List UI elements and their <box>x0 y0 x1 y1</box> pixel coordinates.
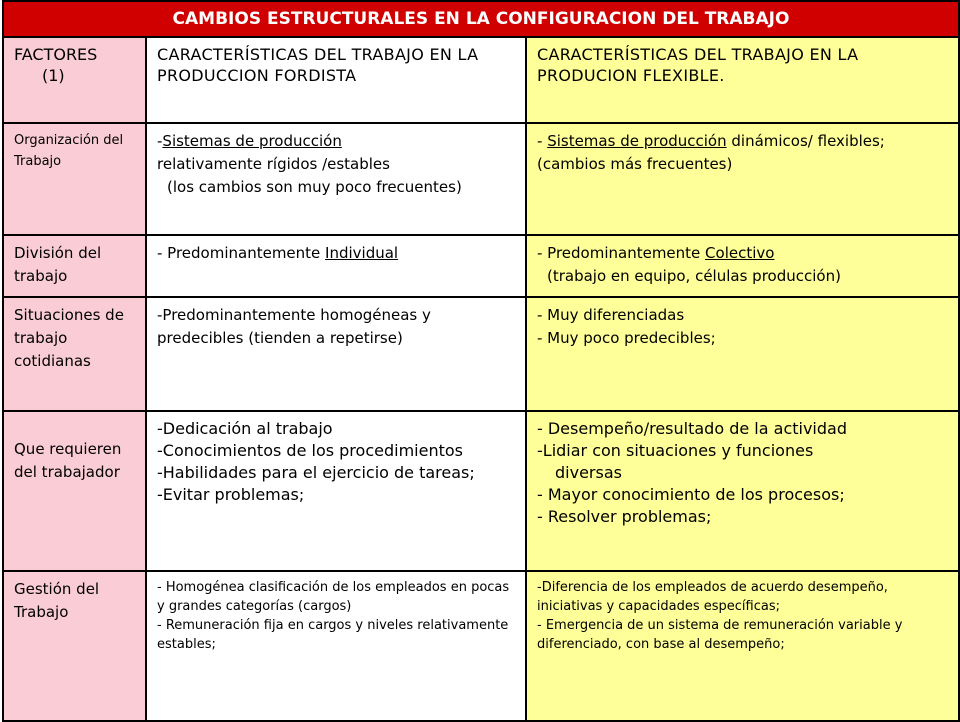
list-item: - Mayor conocimiento de los procesos; <box>537 485 845 504</box>
cell-text: dinámicos/ flexibles; (cambios más frecuentes) <box>537 132 885 173</box>
list-item: - Resolver problemas; <box>537 507 712 526</box>
cell-text: - Predominantemente <box>157 244 326 262</box>
header-factores <box>3 37 146 123</box>
list-item: -Diferencia de los empleados de acuerdo desempeño, iniciativas y capacidades específicas; <box>537 580 888 614</box>
fordista-cell <box>146 235 526 297</box>
title-row <box>3 1 959 37</box>
factor-cell: División del trabajo <box>3 235 146 297</box>
underlined-text: Individual <box>325 244 399 262</box>
underlined-text: Sistemas de producción <box>547 132 727 150</box>
cell-note: (trabajo en equipo, células producción) <box>547 267 841 285</box>
table-title: CAMBIOS ESTRUCTURALES EN LA CONFIGURACION DEL TRABAJO <box>3 1 959 37</box>
text-dash: - <box>157 132 163 150</box>
table-row <box>3 123 959 235</box>
flexible-cell <box>526 123 959 235</box>
table-row <box>3 235 959 297</box>
cell-note: (los cambios son muy poco frecuentes) <box>167 178 462 196</box>
list-item: - Desempeño/resultado de la actividad <box>537 419 847 438</box>
list-item: -Habilidades para el ejercicio de tareas; <box>157 463 475 482</box>
cell-text: relativamente rígidos /estables <box>157 155 390 173</box>
fordista-cell: -Predominantemente homogéneas y predecibles (tienden a repetirse) <box>146 297 526 411</box>
factor-cell: Organización del Trabajo <box>3 123 146 235</box>
fordista-cell <box>146 411 526 571</box>
header-fordista: CARACTERÍSTICAS DEL TRABAJO EN LA PRODUCCION FORDISTA <box>146 37 526 123</box>
cell-text: - Predominantemente <box>537 244 706 262</box>
list-item: -Conocimientos de los procedimientos <box>157 441 463 460</box>
underlined-text: Colectivo <box>705 244 775 262</box>
flexible-cell <box>526 235 959 297</box>
table-row <box>3 411 959 571</box>
underlined-text: Sistemas de producción <box>162 132 342 150</box>
flexible-cell <box>526 297 959 411</box>
comparison-table <box>2 0 960 722</box>
list-item: -Dedicación al trabajo <box>157 419 333 438</box>
list-item: - Remuneración fija en cargos y niveles relativamente estables; <box>157 618 509 652</box>
list-item: - Homogénea clasificación de los empleados en pocas y grandes categorías (cargos) <box>157 580 510 614</box>
list-item: diversas <box>555 463 622 482</box>
list-item: - Muy poco predecibles; <box>537 329 716 347</box>
list-item: - Muy diferenciadas <box>537 306 685 324</box>
flexible-cell <box>526 571 959 721</box>
header-row <box>3 37 959 123</box>
header-factores-label: FACTORES <box>14 45 98 64</box>
table-row <box>3 297 959 411</box>
header-flexible: CARACTERÍSTICAS DEL TRABAJO EN LA PRODUCION FLEXIBLE. <box>526 37 959 123</box>
list-item: - Emergencia de un sistema de remuneración variable y diferenciado, con base al desempeño; <box>537 618 903 652</box>
header-factores-note: (1) <box>42 66 65 85</box>
list-item: -Lidiar con situaciones y funciones <box>537 441 814 460</box>
fordista-cell <box>146 123 526 235</box>
factor-cell: Que requieren del trabajador <box>3 411 146 571</box>
flexible-cell <box>526 411 959 571</box>
text-dash: - <box>537 132 548 150</box>
factor-cell: Gestión del Trabajo <box>3 571 146 721</box>
table-row <box>3 571 959 721</box>
factor-cell: Situaciones de trabajo cotidianas <box>3 297 146 411</box>
list-item: -Evitar problemas; <box>157 485 305 504</box>
fordista-cell <box>146 571 526 721</box>
